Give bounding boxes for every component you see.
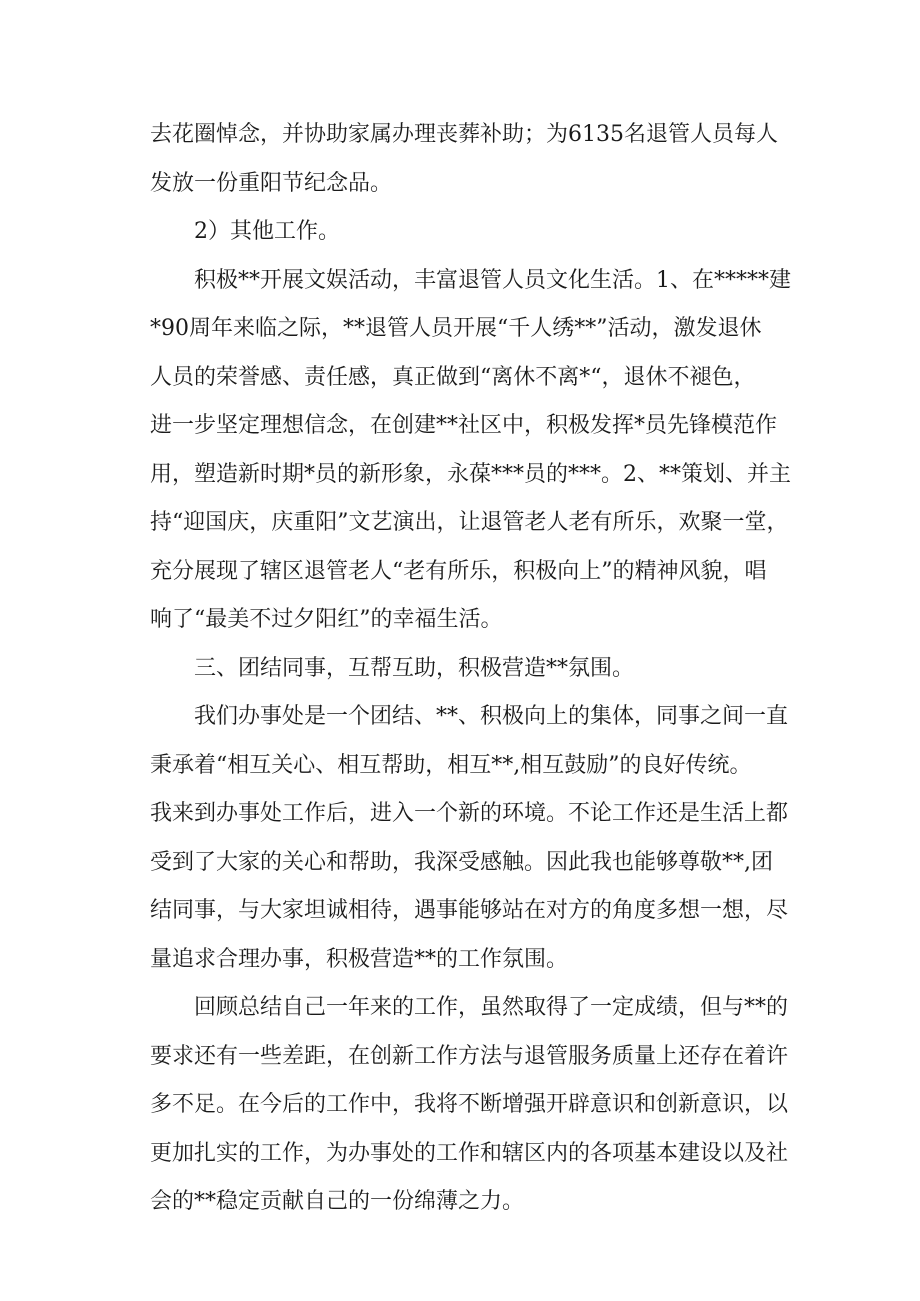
text-line: 回顾总结自己一年来的工作，虽然取得了一定成绩，但与**的: [150, 995, 789, 1020]
text-line: 秉承着“相互关心、相互帮助，相互**,相互鼓励”的良好传统。: [150, 752, 752, 778]
text-line: 要求还有一些差距，在创新工作方法与退管服务质量上还存在着许: [150, 1043, 789, 1069]
text-line: *90周年来临之际，**退管人员开展“千人绣**”活动，激发退休: [150, 316, 762, 341]
text-line: 响了“最美不过夕阳红”的幸福生活。: [150, 607, 503, 632]
text-line: 人员的荣誉感、责任感，真正做到“离休不离*“，退休不褪色，: [150, 364, 756, 390]
paragraph: [150, 257, 791, 645]
section-heading: 三、团结同事，互帮互助，积极营造**氛围。: [150, 655, 635, 681]
paragraph: [150, 645, 772, 694]
text-line: 去花圈悼念，并协助家属办理丧葬补助；为6135名退管人员每人: [150, 122, 778, 147]
text-line: 发放一份重阳节纪念品。: [150, 170, 393, 196]
text-line: 多不足。在今后的工作中，我将不断增强开辟意识和创新意识，以: [150, 1092, 789, 1117]
text-line: 我来到办事处工作后，进入一个新的环境。不论工作还是生活上都: [150, 801, 789, 826]
text-line: 充分展现了辖区退管老人“老有所乐，积极向上”的精神风貌，唱: [150, 558, 767, 584]
text-line: 量追求合理办事，积极营造**的工作氛围。: [150, 946, 569, 972]
paragraph: [150, 693, 789, 984]
text-line: 用，塑造新时期*员的新形象，永葆***员的***。2、**策划、并主: [150, 461, 791, 487]
paragraph: [150, 208, 772, 257]
document-body: [150, 111, 791, 1227]
text-line: 受到了大家的关心和帮助，我深受感触。因此我也能够尊敬**,团: [150, 849, 773, 875]
section-subheading: 2）其他工作。: [150, 219, 340, 244]
text-line: 积极**开展文娱活动，丰富退管人员文化生活。1、在*****建: [150, 267, 791, 293]
text-line: 进一步坚定理想信念，在创建**社区中，积极发挥*员先锋模范作: [150, 413, 778, 438]
paragraph: [150, 984, 789, 1227]
paragraph: [150, 111, 778, 208]
text-line: 会的**稳定贡献自己的一份绵薄之力。: [150, 1189, 525, 1214]
text-line: 更加扎实的工作，为办事处的工作和辖区内的各项基本建设以及社: [150, 1140, 789, 1166]
text-line: 结同事，与大家坦诚相待，遇事能够站在对方的角度多想一想，尽: [150, 898, 789, 923]
text-line: 我们办事处是一个团结、**、积极向上的集体，同事之间一直: [150, 704, 789, 729]
text-line: 持“迎国庆，庆重阳”文艺演出，让退管老人老有所乐，欢聚一堂，: [150, 510, 789, 535]
